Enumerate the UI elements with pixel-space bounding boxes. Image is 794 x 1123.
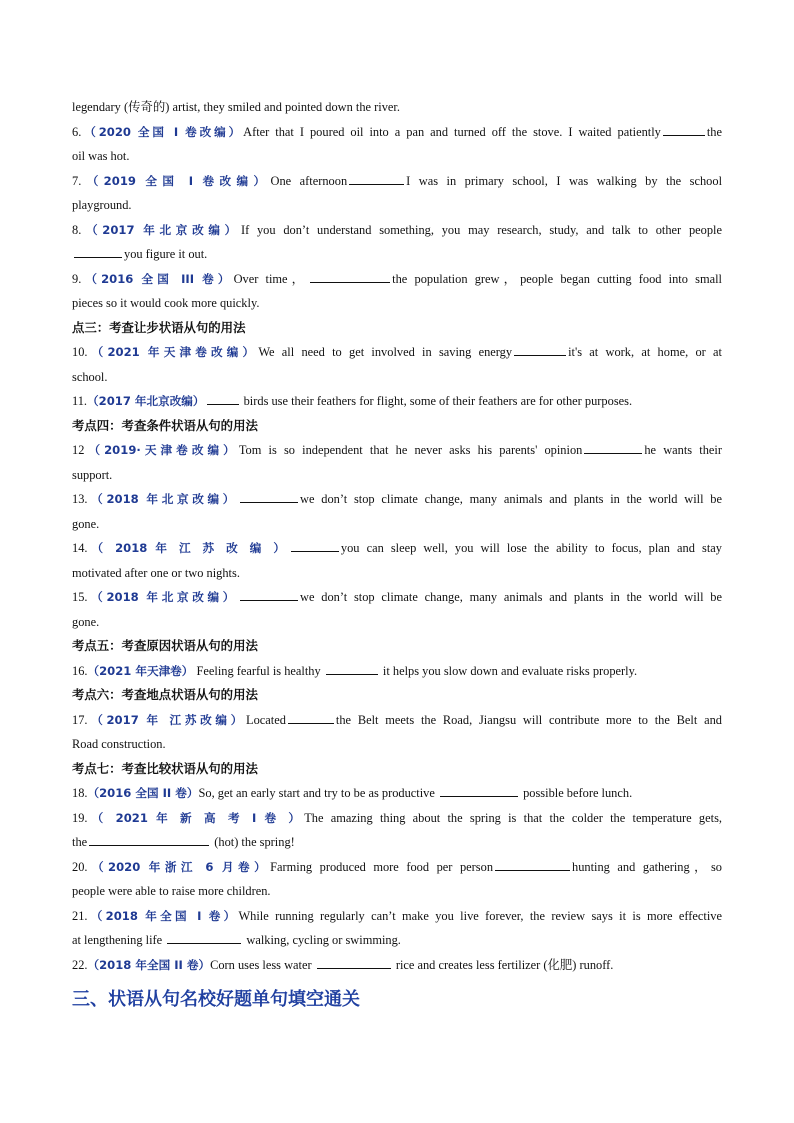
answer-blank[interactable] (240, 588, 298, 601)
question-12-cont: support. (72, 467, 113, 482)
question-20-cont: people were able to raise more children. (72, 884, 271, 898)
answer-blank[interactable] (440, 784, 518, 797)
answer-blank[interactable] (317, 956, 391, 969)
question-22: 22.（2018 年全国 II 卷）Corn uses less water rice and creates less fertilizer (化肥) runoff. (72, 957, 614, 972)
question-13-cont: gone. (72, 516, 100, 531)
answer-blank[interactable] (663, 123, 705, 136)
answer-blank[interactable] (207, 392, 239, 405)
answer-blank[interactable] (310, 270, 390, 283)
question-6-cont: oil was hot. (72, 149, 130, 163)
question-6: 6.（2020 全国 I 卷改编）After that I poured oil into a pan and turned off the stove. I waited patiently the (72, 124, 722, 139)
question-9: 9.（2016 全国 III 卷）Over time， the population grew，people began cutting food into small (72, 271, 722, 286)
section-heading: 考点七：考查比较状语从句的用法 (72, 760, 258, 776)
question-18: 18.（2016 全国 II 卷）So, get an early start and try to be as productive possible before lunch. (72, 786, 633, 800)
answer-blank[interactable] (349, 172, 404, 185)
question-15: 15.（2018 年北京改编） we don’t stop climate change, many animals and plants in the world will be (72, 590, 722, 604)
answer-blank[interactable] (89, 833, 209, 846)
answer-blank[interactable] (291, 539, 339, 552)
question-21-cont: at lengthening life walking, cycling or swimming. (72, 933, 401, 947)
question-11: 11.（2017 年北京改编） birds use their feathers for flight, some of their feathers are for other purposes. (72, 394, 633, 408)
section-heading: 考点六：考查地点状语从句的用法 (72, 687, 258, 702)
text-line: legendary (传奇的) artist, they smiled and pointed down the river. (72, 100, 400, 114)
question-10: 10.（2021 年天津卷改编）We all need to get involved in saving energy it's at work, at home, or at (72, 345, 722, 359)
question-15-cont: gone. (72, 614, 100, 629)
question-8-cont: you figure it out. (72, 242, 722, 267)
question-19: 19.（ 2021 年 新 高 考 I 卷 ）The amazing thing about the spring is that the colder the temperature gets, (72, 810, 722, 825)
section-heading: 考点四：考查条件状语从句的用法 (72, 417, 258, 433)
question-8: 8.（2017 年北京改编）If you don’t understand something, you may research, study, and talk to other people (72, 222, 722, 237)
question-21: 21.（2018 年全国 I 卷）While running regularly can’t make you live forever, the review says it is more effective (72, 908, 722, 923)
question-19-cont: the (hot) the spring! (72, 835, 295, 849)
answer-blank[interactable] (288, 711, 334, 724)
answer-blank[interactable] (584, 441, 642, 454)
answer-blank[interactable] (495, 858, 570, 871)
question-14: 14.（ 2018 年 江 苏 改 编 ） you can sleep well, you will lose the ability to focus, plan and stay (72, 541, 722, 555)
answer-blank[interactable] (514, 343, 566, 356)
answer-blank[interactable] (326, 662, 378, 675)
question-7-cont: playground. (72, 198, 132, 212)
question-10-cont: school. (72, 369, 108, 384)
question-20: 20.（2020 年浙江 6 月卷）Farming produced more food per person hunting and gathering，so (72, 859, 722, 874)
question-17-cont: Road construction. (72, 737, 166, 751)
answer-blank[interactable] (240, 490, 298, 503)
question-14-cont: motivated after one or two nights. (72, 565, 240, 580)
answer-blank[interactable] (167, 931, 241, 944)
section-heading: 考点五：考查原因状语从句的用法 (72, 638, 258, 653)
question-9-cont: pieces so it would cook more quickly. (72, 296, 260, 310)
section-title: 三、状语从句名校好题单句填空通关 (72, 989, 360, 1010)
question-12: 12（2019·天津卷改编）Tom is so independent that he never asks his parents' opinion he wants their (72, 443, 722, 457)
question-17: 17.（2017 年 江苏改编）Located the Belt meets the Road, Jiangsu will contribute more to the Belt and (72, 712, 722, 727)
question-7: 7.（2019 全国 I 卷改编）One afternoon I was in primary school, I was walking by the school (72, 173, 722, 188)
section-heading: 点三：考查让步状语从句的用法 (72, 319, 246, 335)
answer-blank[interactable] (74, 245, 122, 258)
question-16: 16.（2021 年天津卷） Feeling fearful is healthy it helps you slow down and evaluate risks properly. (72, 663, 638, 678)
document-page (72, 95, 722, 1015)
question-13: 13.（2018 年北京改编） we don’t stop climate change, many animals and plants in the world will be (72, 492, 722, 506)
